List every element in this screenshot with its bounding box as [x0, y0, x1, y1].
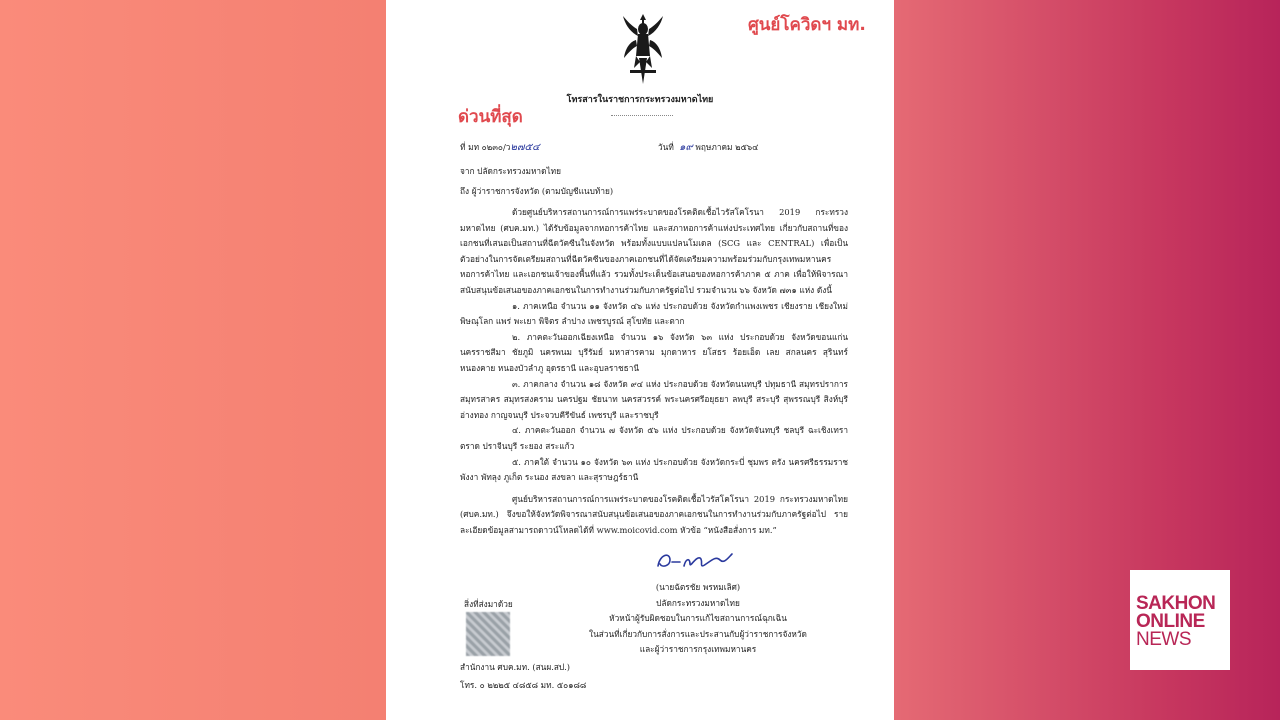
reference-handwritten: ๒๗๕๔	[510, 142, 540, 153]
logo-line-3: NEWS	[1136, 629, 1191, 650]
left-background	[0, 0, 386, 720]
signer-role: หัวหน้าผู้รับผิดชอบในการแก้ไขสถานการณ์ฉุกเฉิน	[609, 613, 787, 624]
to-line: ถึง ผู้ว่าราชการจังหวัด (ตามบัญชีแนบท้าย)	[460, 186, 614, 196]
intro-paragraph: ด้วยศูนย์บริหารสถานการณ์การแพร่ระบาดของโรคติดเชื้อไวรัสโคโรนา 2019 กระทรวงมหาดไทย (ศบค.มท.) ได้รับข้อมูลจากหอการค้าไทย และสภาหอการค้าแห่งประเทศไทย เกี่ยวกับสถานที่ของเอกชนที่เสนอเป็นสถานที่ฉีดวัคซีนในจังหวัด พร้อมทั้งแบบแปลนโมเดล (SCG และ CENTRAL) เพื่อเป็นตัวอย่างในการจัดเตรียมสถานที่ฉีดวัคซีนของภาคเอกชนที่ได้จัดเตรียมความพร้อมร่วมกับกรุงเทพมหานคร หอการค้าไทย และเอกชนเจ้าของพื้นที่แล้ว รวมทั้งประเด็นข้อเสนอของหอการค้าภาค ๕ ภาค เพื่อให้พิจารณาสนับสนุนข้อเสนอของภาคเอกชนในการทำงานร่วมกับภาครัฐต่อไป รวมจำนวน ๖๖ จังหวัด ๗๓๑ แห่ง ดังนี้	[460, 207, 848, 295]
document-page	[386, 0, 894, 720]
list-item: ๓. ภาคกลาง จำนวน ๑๘ จังหวัด ๙๔ แห่ง ประกอบด้วย จังหวัดนนทบุรี ปทุมธานี สมุทรปราการ สมุทรสาคร สมุทรสงคราม นครปฐม ชัยนาท นครสวรรค์ พระนครศรีอยุธยา ลพบุรี สระบุรี สุพรรณบุรี สิงห์บุรี อ่างทอง กาญจนบุรี ประจวบคีรีขันธ์ เพชรบุรี และราชบุรี	[460, 378, 848, 420]
covid-center-label: ศูนย์โควิดฯ มท.	[748, 15, 866, 35]
list-item: ๕. ภาคใต้ จำนวน ๑๐ จังหวัด ๖๓ แห่ง ประกอบด้วย จังหวัดกระบี่ ชุมพร ตรัง นครศรีธรรมราช พังงา พัทลุง ภูเก็ต ระนอง สงขลา และสุราษฎร์ธานี	[460, 456, 848, 483]
list-item: ๔. ภาคตะวันออก จำนวน ๗ จังหวัด ๕๖ แห่ง ประกอบด้วย จังหวัดจันทบุรี ชลบุรี ฉะเชิงเทรา ตราด ปราจีนบุรี ระยอง สระแก้ว	[460, 425, 848, 451]
document-date	[658, 140, 758, 156]
dotted-divider	[611, 115, 673, 116]
document-header: โทรสารในราชการกระทรวงมหาดไทย	[566, 95, 714, 105]
logo-line-2: ONLINE	[1136, 611, 1205, 632]
signature-icon	[654, 548, 736, 574]
qr-code-icon	[466, 612, 510, 656]
signer-name: (นายฉัตรชัย พรหมเลิศ)	[655, 582, 741, 592]
garuda-emblem-icon	[622, 12, 664, 86]
signature-block	[562, 580, 834, 658]
signer-title: ปลัดกระทรวงมหาดไทย	[656, 597, 740, 608]
list-item: ๑. ภาคเหนือ จำนวน ๑๑ จังหวัด ๔๖ แห่ง ประกอบด้วย จังหวัดกำแพงเพชร เชียงราย เชียงใหม่ พิษณุโลก แพร่ พะเยา พิจิตร ลำปาง เพชรบูรณ์ สุโขทัย และตาก	[460, 300, 848, 327]
date-prefix: วันที่	[658, 142, 674, 152]
office-line: สำนักงาน ศบค.มท. (สนผ.สป.)	[460, 662, 571, 672]
signer-role: ในส่วนที่เกี่ยวกับการสั่งการและประสานกับผู้ว่าราชการจังหวัด	[589, 628, 807, 639]
date-day: ๑๙	[679, 142, 693, 153]
logo-line-1: SAKHON	[1136, 593, 1216, 614]
reference-number	[460, 140, 540, 156]
date-month-year: พฤษภาคม ๒๕๖๔	[695, 142, 759, 152]
signer-role: และผู้ว่าราชการกรุงเทพมหานคร	[639, 644, 757, 655]
sakhon-online-news-logo	[1130, 570, 1230, 670]
closing-paragraph: ศูนย์บริหารสถานการณ์การแพร่ระบาดของโรคติดเชื้อไวรัสโคโรนา 2019 กระทรวงมหาดไทย (ศบค.มท.) จึงขอให้จังหวัดพิจารณาสนับสนุนข้อเสนอของภาคเอกชนในการทำงานร่วมกับภาครัฐต่อไป รายละเอียดข้อมูลสามารถดาวน์โหลดได้ที่ www.moicovid.com หัวข้อ “หนังสือสั่งการ มท.”	[460, 493, 848, 535]
reference-prefix: ที่ มท ๐๒๓๐/ว	[460, 142, 511, 152]
from-line: จาก ปลัดกระทรวงมหาดไทย	[460, 166, 561, 176]
list-item: ๒. ภาคตะวันออกเฉียงเหนือ จำนวน ๑๖ จังหวัด ๖๓ แห่ง ประกอบด้วย จังหวัดขอนแก่น นครราชสีมา ชัยภูมิ นครพนม บุรีรัมย์ มหาสารคาม มุกดาหาร ยโสธร ร้อยเอ็ด เลย สกลนคร สุรินทร์ หนองคาย หนองบัวลำภู อุดรธานี และอุบลราชธานี	[460, 331, 848, 373]
phone-line: โทร. ๐ ๒๒๒๕ ๔๘๕๘ มท. ๕๐๑๘๘	[460, 680, 587, 690]
urgency-label: ด่วนที่สุด	[458, 107, 523, 127]
attachment-label: สิ่งที่ส่งมาด้วย	[464, 599, 513, 609]
document-body	[460, 205, 848, 538]
